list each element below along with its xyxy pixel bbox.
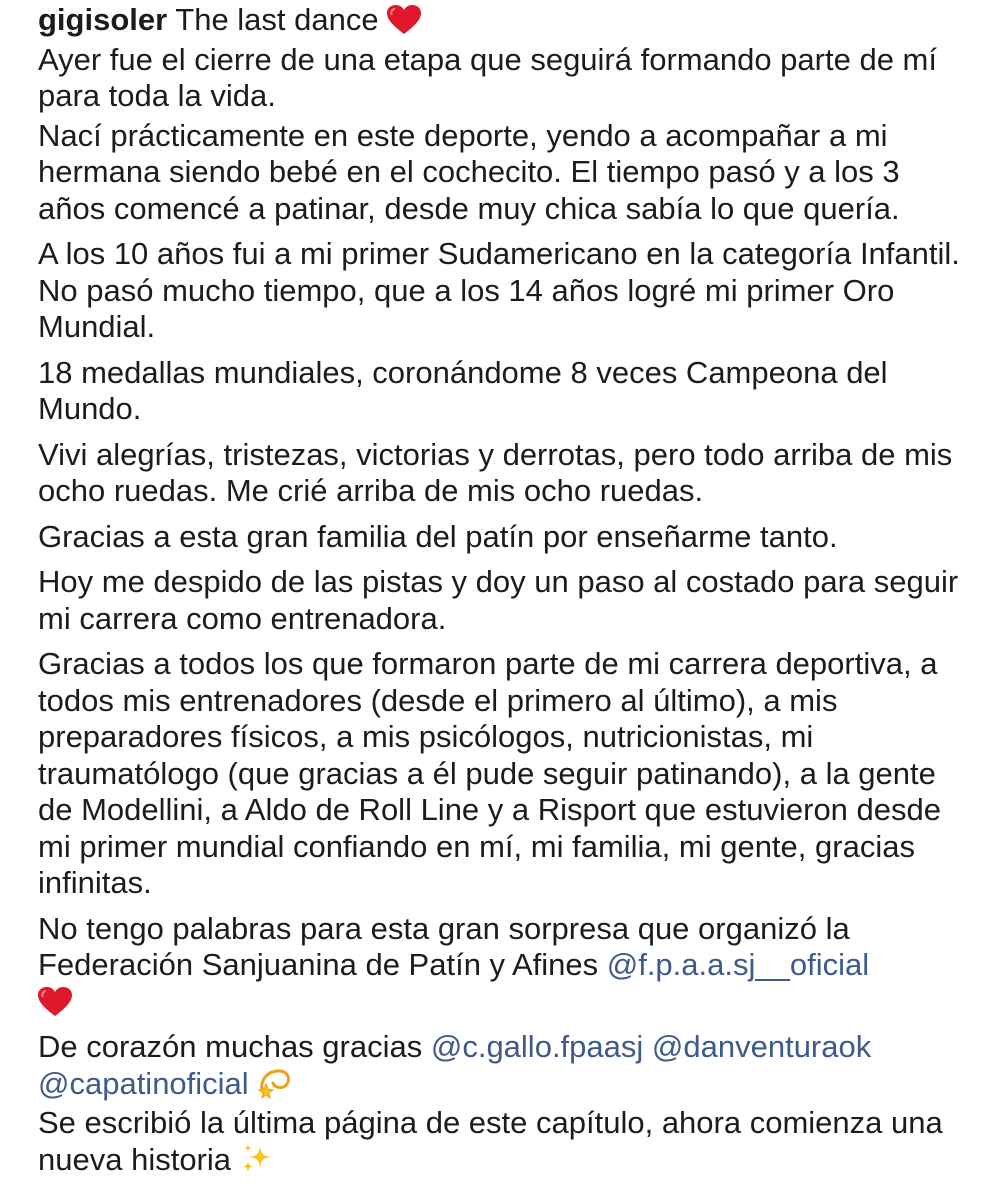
caption-paragraph: Hoy me despido de las pistas y doy un paso al costado para seguir mi carrera como entrenadora. — [38, 564, 959, 636]
caption-paragraph: A los 10 años fui a mi primer Sudamericano en la categoría Infantil. No pasó mucho tiempo, que a los 14 años logré mi primer Oro Mundial. — [38, 236, 960, 344]
caption-paragraph: Nací prácticamente en este deporte, yendo a acompañar a mi hermana siendo bebé en el cochecito. El tiempo pasó y a los 3 años comencé a patinar, desde muy chica sabía lo que quería. — [38, 117, 900, 226]
caption-paragraph: Vivi alegrías, tristezas, victorias y derrotas, pero todo arriba de mis ocho ruedas. Me crié arriba de mis ocho ruedas. — [38, 436, 953, 508]
mention-link[interactable]: @danventuraok — [651, 1029, 872, 1064]
caption-header — [38, 2, 968, 39]
mention-link[interactable]: @capatinoficial — [38, 1065, 249, 1101]
red-heart-icon — [38, 987, 72, 1017]
caption-paragraph: Ayer fue el cierre de una etapa que seguirá formando parte de mí para toda la vida. — [38, 41, 937, 113]
mention-link[interactable]: @f.p.a.a.sj__oficial — [606, 947, 870, 982]
dizzy-star-icon — [257, 1066, 293, 1100]
caption-paragraph: Gracias a todos los que formaron parte de mi carrera deportiva, a todos mis entrenadores (desde el primero al último), a mis preparadores físicos, a mis psicólogos, nutricionistas, mi traumatólogo (que gracias a él pude seguir patinando), a la gente de Modellini, a Aldo de Roll Line y a Risport que estuvieron desde mi primer mundial confiando en mí, mi familia, mi gente, gracias infinitas. — [38, 646, 941, 900]
sparkles-icon — [240, 1142, 274, 1176]
username[interactable]: gigisoler — [38, 2, 168, 37]
caption-paragraph: 18 medallas mundiales, coronándome 8 veces Campeona del Mundo. — [38, 354, 888, 426]
caption-paragraph: Gracias a esta gran familia del patín por enseñarme tanto. — [38, 518, 838, 554]
post-caption — [38, 2, 968, 1187]
federation-paragraph — [38, 911, 968, 1021]
post-title: The last dance — [175, 2, 379, 37]
federation-text: No tengo palabras para esta gran sorpresa que organizó la Federación Sanjuanina de Patín y Afines — [38, 910, 850, 982]
red-heart-icon — [387, 5, 421, 35]
thanks-text: De corazón muchas gracias — [38, 1029, 423, 1064]
closing-paragraph — [38, 1105, 968, 1178]
mention-link[interactable]: @c.gallo.fpaasj — [430, 1029, 644, 1064]
closing-text: Se escribió la última página de este capítulo, ahora comienza una nueva historia — [38, 1105, 943, 1177]
thanks-paragraph — [38, 1029, 968, 1102]
